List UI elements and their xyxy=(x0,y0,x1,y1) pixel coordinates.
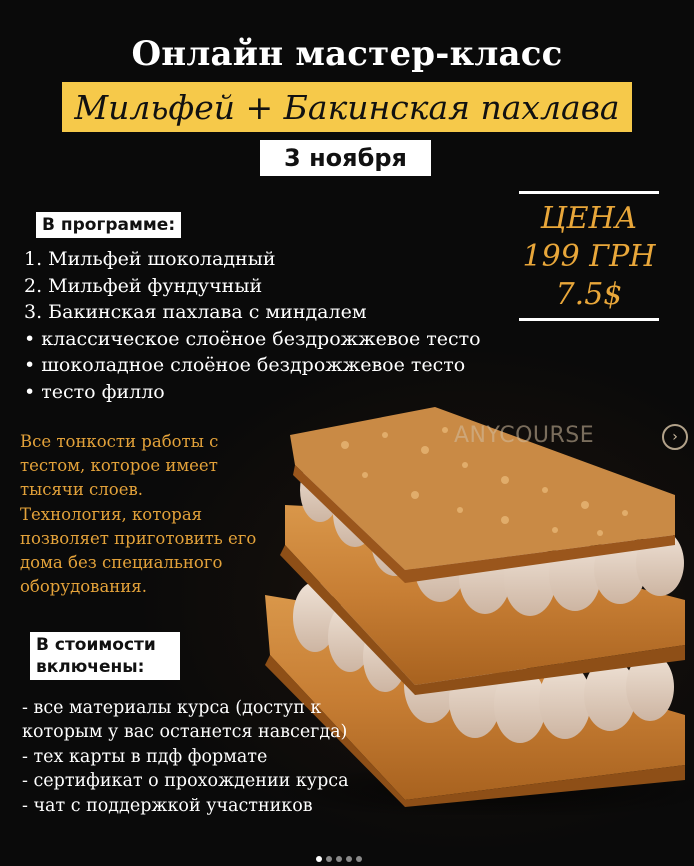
description-line: тысячи слоев. xyxy=(20,480,144,500)
program-item: 1. Мильфей шоколадный xyxy=(24,248,276,270)
price-uah: 199 ГРН xyxy=(522,239,656,274)
included-item: - тех карты в пдф формате xyxy=(22,746,268,767)
price-divider-top xyxy=(519,191,659,194)
program-item: 3. Бакинская пахлава с миндалем xyxy=(24,301,367,324)
carousel-dot[interactable] xyxy=(346,856,352,862)
description-line: дома без специального xyxy=(20,553,223,573)
carousel-dot[interactable] xyxy=(316,856,322,862)
program-item: • тесто филло xyxy=(24,380,165,403)
included-heading xyxy=(30,632,180,680)
subtitle: Мильфей + Бакинская пахлава xyxy=(74,87,620,127)
page-title: Онлайн мастер-класс xyxy=(131,34,563,74)
description xyxy=(20,430,290,599)
included-item: - сертификат о прохождении курса xyxy=(22,771,349,792)
subtitle-banner xyxy=(62,82,632,132)
watermark-text: ANYCOURSE xyxy=(454,423,595,448)
program-item: • шоколадное слоёное бездрожжевое тесто xyxy=(24,354,466,377)
date-text: 3 ноября xyxy=(284,144,407,172)
included-list xyxy=(22,696,349,818)
carousel-dots xyxy=(316,856,362,862)
program-item: • классическое слоёное бездрожжевое тесто xyxy=(24,327,481,350)
included-heading-line: включены: xyxy=(36,657,145,677)
play-chevron-icon[interactable]: › xyxy=(662,424,688,450)
included-item: которым у вас останется навсегда) xyxy=(22,722,348,743)
description-line: Технология, которая xyxy=(20,504,203,524)
description-line: тестом, которое имеет xyxy=(20,456,218,476)
program-heading: В программе: xyxy=(36,212,181,238)
program-item: 2. Мильфей фундучный xyxy=(24,274,263,297)
price-usd: 7.5$ xyxy=(555,277,623,312)
program-list xyxy=(24,246,481,406)
carousel-dot[interactable] xyxy=(336,856,342,862)
included-heading-line: В стоимости xyxy=(36,635,156,655)
description-line: позволяет приготовить его xyxy=(20,528,257,548)
included-item: - чат с поддержкой участников xyxy=(22,795,313,816)
carousel-dot[interactable] xyxy=(356,856,362,862)
carousel-dot[interactable] xyxy=(326,856,332,862)
description-line: оборудования. xyxy=(20,577,147,597)
included-item: - все материалы курса (доступ к xyxy=(22,698,322,718)
price-divider-bottom xyxy=(519,318,659,321)
description-line: Все тонкости работы с xyxy=(20,432,219,451)
price-label: ЦЕНА xyxy=(540,201,638,236)
date-badge xyxy=(260,140,431,176)
